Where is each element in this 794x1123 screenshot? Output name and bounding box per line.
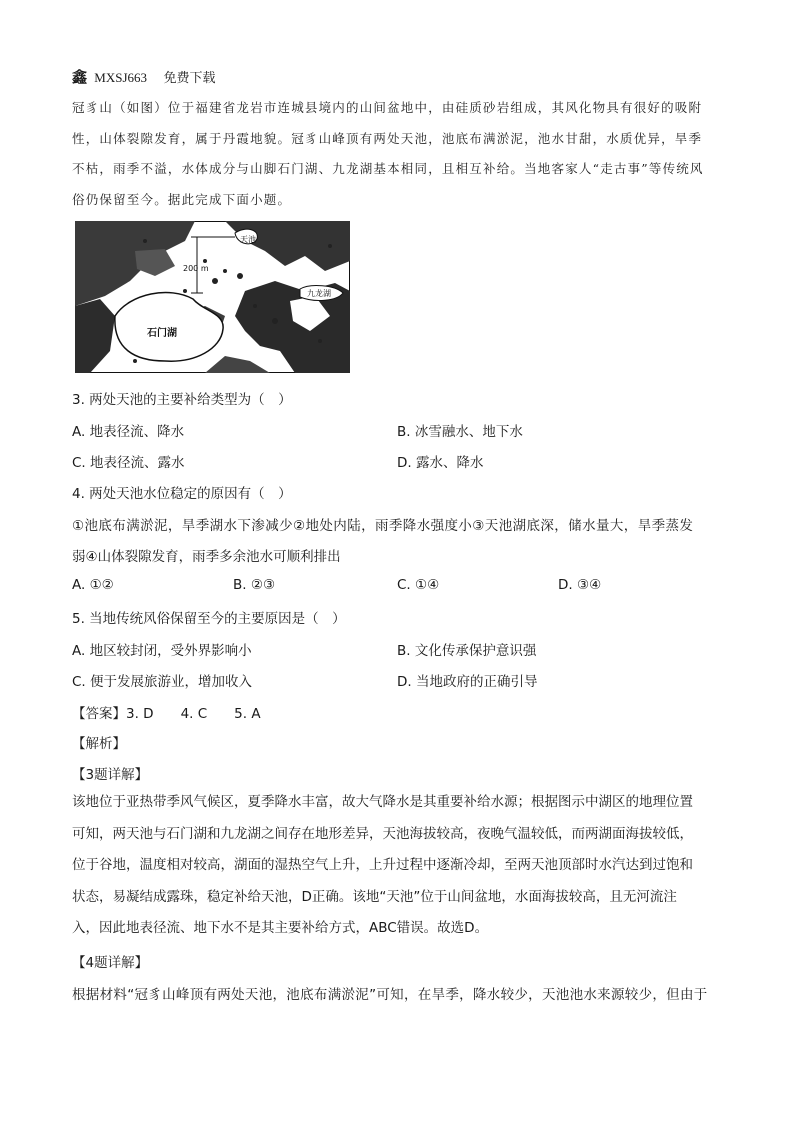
detail-3-line: 状态，易凝结成露珠，稳定补给天池，D正确。该地“天池”位于山间盆地，水面海拔较高，且无河流注: [72, 888, 677, 905]
intro-line: 冠豸山（如图）位于福建省龙岩市连城县境内的山间盆地中，由硅质砂岩组成，其风化物具有很好的吸附: [72, 100, 703, 115]
page-header: [72, 66, 216, 87]
question-3-stem: 3. 两处天池的主要补给类型为（ ）: [72, 392, 292, 408]
map-label-shimen: 石门湖: [147, 328, 177, 339]
detail-3-tag: 【3题详解】: [72, 767, 149, 783]
q4-option-d: D. ③④: [558, 577, 602, 593]
answer-text: 3. D 4. C 5. A: [126, 706, 261, 722]
q3-option-b: B. 冰雪融水、地下水: [397, 424, 523, 440]
q4-option-a: A. ①②: [72, 577, 114, 593]
q5-option-c: C. 便于发展旅游业，增加收入: [72, 674, 253, 690]
detail-3-line: 可知，两天池与石门湖和九龙湖之间存在地形差异，天池海拔较高，夜晚气温较低，而两湖面海拔较低，: [72, 825, 693, 842]
brand-logo: 鑫: [72, 70, 88, 86]
q5-option-b: B. 文化传承保护意识强: [397, 643, 537, 659]
intro-line: 不枯，雨季不溢，水体成分与山脚石门湖、九龙湖基本相同，且相互补给。当地客家人“走古事”等传统风: [72, 161, 704, 176]
intro-line: 俗仍保留至今。据此完成下面小题。: [72, 191, 292, 207]
q3-option-c: C. 地表径流、露水: [72, 455, 185, 471]
q4-statements-line-2: 弱④山体裂隙发育，雨季多余池水可顺利排出: [72, 549, 341, 565]
answer-tag: 【答案】: [72, 706, 126, 722]
detail-3-line: 位于谷地，温度相对较高，湖面的湿热空气上升，上升过程中逐渐冷却，至两天池顶部时水汽达到过饱和: [72, 857, 693, 873]
intro-line: 性，山体裂隙发育，属于丹霞地貌。冠豸山峰顶有两处天池，池底布满淤泥，池水甘甜，水质优异，旱季: [72, 130, 703, 146]
question-4-stem: 4. 两处天池水位稳定的原因有（ ）: [72, 486, 292, 502]
detail-4-tag: 【4题详解】: [72, 955, 149, 971]
q4-option-c: C. ①④: [397, 577, 440, 593]
free-download-label: 免费下载: [163, 70, 216, 85]
q4-statements-line-1: ①池底布满淤泥，旱季湖水下渗减少②地处内陆，雨季降水强度小③天池湖底深，储水量大，旱季蒸发: [72, 518, 694, 534]
map-label-tianchi: 天池: [240, 235, 256, 244]
detail-4-line: 根据材料“冠豸山峰顶有两处天池，池底布满淤泥”可知，在旱季，降水较少，天池池水来源较少，但由于: [72, 987, 708, 1003]
q5-option-a: A. 地区较封闭，受外界影响小: [72, 643, 252, 659]
map-label-jiulong: 九龙湖: [307, 289, 331, 298]
document-code: MXSJ663: [94, 70, 148, 85]
q4-option-b: B. ②③: [233, 577, 276, 593]
q3-option-a: A. 地表径流、降水: [72, 424, 185, 440]
intro-passage: [72, 93, 724, 215]
analysis-tag: 【解析】: [72, 736, 126, 752]
detail-3-paragraph: [72, 787, 722, 945]
detail-3-line: 该地位于亚热带季风气候区，夏季降水丰富，故大气降水是其重要补给水源；根据图示中湖区的地理位置: [72, 794, 693, 810]
q3-option-d: D. 露水、降水: [397, 455, 484, 471]
q5-option-d: D. 当地政府的正确引导: [397, 674, 538, 690]
question-5-stem: 5. 当地传统风俗保留至今的主要原因是（ ）: [72, 611, 346, 627]
map-label-height: 200 m: [183, 264, 209, 273]
detail-3-line: 入，因此地表径流、地下水不是其主要补给方式，ABC错误。故选D。: [72, 920, 489, 936]
answer-line: [72, 702, 261, 722]
terrain-map-figure: [75, 221, 350, 373]
